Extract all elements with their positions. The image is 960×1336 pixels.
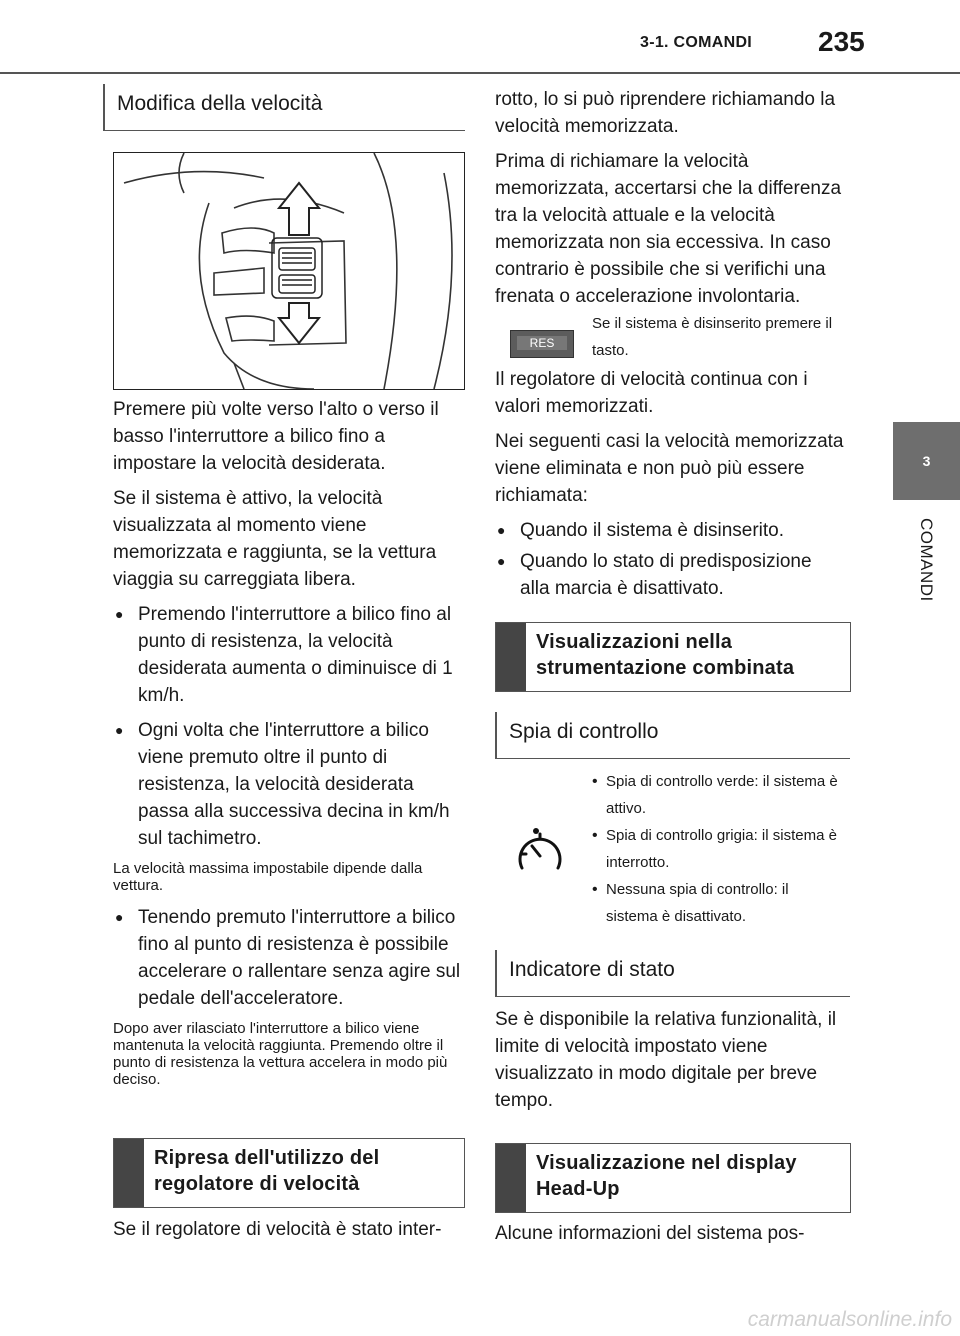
paragraph: rotto, lo si può riprendere richiamando la velocità memorizzata. [495,89,836,137]
paragraph: Il regolatore di velocità continua con i valori memorizzati. [495,369,808,417]
list-item: ● Quando il sistema è disinserito. [495,517,845,544]
chapter-tab: 3 [893,422,960,500]
res-button [510,330,574,358]
section-heading-ripresa [113,1138,465,1208]
list-item: ● Tenendo premuto l'interruttore a bilico fino al punto di resistenza è possibile accelerare o rallentare senza agire sul pedale dell'acceleratore. [113,904,468,1012]
header-divider [0,72,960,74]
res-button-label: RES [517,336,567,350]
section-heading-modifica: Modifica della velocità [103,84,465,131]
section-heading-indicatore: Indicatore di stato [495,950,850,997]
section-title: 3-1. COMANDI [640,34,753,51]
note: La velocità massima impostabile dipende dalla vettura. [113,860,423,894]
paragraph: Prima di richiamare la velocità memorizzata, accertarsi che la differenza tra la velocità attuale e la velocità memorizzata non sia eccessiva. In caso contrario è possibile che si verifichi una frenata o accelerazione involontaria. [495,151,842,307]
section-heading-visualizzazioni [495,622,851,692]
section-heading-text: Visualizzazioni nella strumentazione combinata [536,631,795,679]
paragraph: Premere più volte verso l'alto o verso il basso l'interruttore a bilico fino a impostare la velocità desiderata. [113,399,439,474]
list-item: ● Ogni volta che l'interruttore a bilico viene premuto oltre il punto di resistenza, la velocità desiderata passa alla successiva decina in km/h sul tachimetro. [113,717,468,852]
list-item: • Spia di controllo verde: il sistema è attivo. [590,768,840,822]
rocker-switch-icon [114,153,464,389]
paragraph: Se è disponibile la relativa funzionalità, il limite di velocità impostato viene visualizzato in modo digitale per breve tempo. [495,1009,837,1111]
list-item: • Spia di controllo grigia: il sistema è interrotto. [590,822,840,876]
paragraph: Nei seguenti casi la velocità memorizzata viene eliminata e non può più essere richiamata: [495,431,844,506]
section-heading-text: Visualizzazione nel display Head-Up [536,1152,797,1200]
note: Dopo aver rilasciato l'interruttore a bilico viene mantenuta la velocità raggiunta. Premendo oltre il punto di resistenza la vettura accelera in modo più deciso. [113,1020,448,1088]
page-number: 235 [818,26,865,57]
list-item: • Nessuna spia di controllo: il sistema è disattivato. [590,876,840,930]
watermark: carmanualsonline.info [747,1308,952,1331]
list-item: ● Premendo l'interruttore a bilico fino al punto di resistenza, la velocità desiderata aumenta o diminuisce di 1 km/h. [113,601,468,709]
paragraph: Alcune informazioni del sistema pos- [495,1223,805,1244]
speedometer-icon [510,826,570,886]
chapter-label-text: COMANDI [916,518,936,602]
section-heading-headup [495,1143,851,1213]
section-heading-text: Ripresa dell'utilizzo del regolatore di velocità [154,1147,380,1195]
chapter-label [893,500,960,650]
steering-switch-illustration [113,152,465,390]
list-item: ● Quando lo stato di predisposizione alla marcia è disattivato. [495,548,845,602]
section-heading-spia: Spia di controllo [495,712,850,759]
res-description: Se il sistema è disinserito premere il tasto. [592,315,833,359]
paragraph: Se il regolatore di velocità è stato inter- [113,1219,442,1240]
paragraph: Se il sistema è attivo, la velocità visualizzata al momento viene memorizzata e raggiunta, se la vettura viaggia su carreggiata libera. [113,488,437,590]
